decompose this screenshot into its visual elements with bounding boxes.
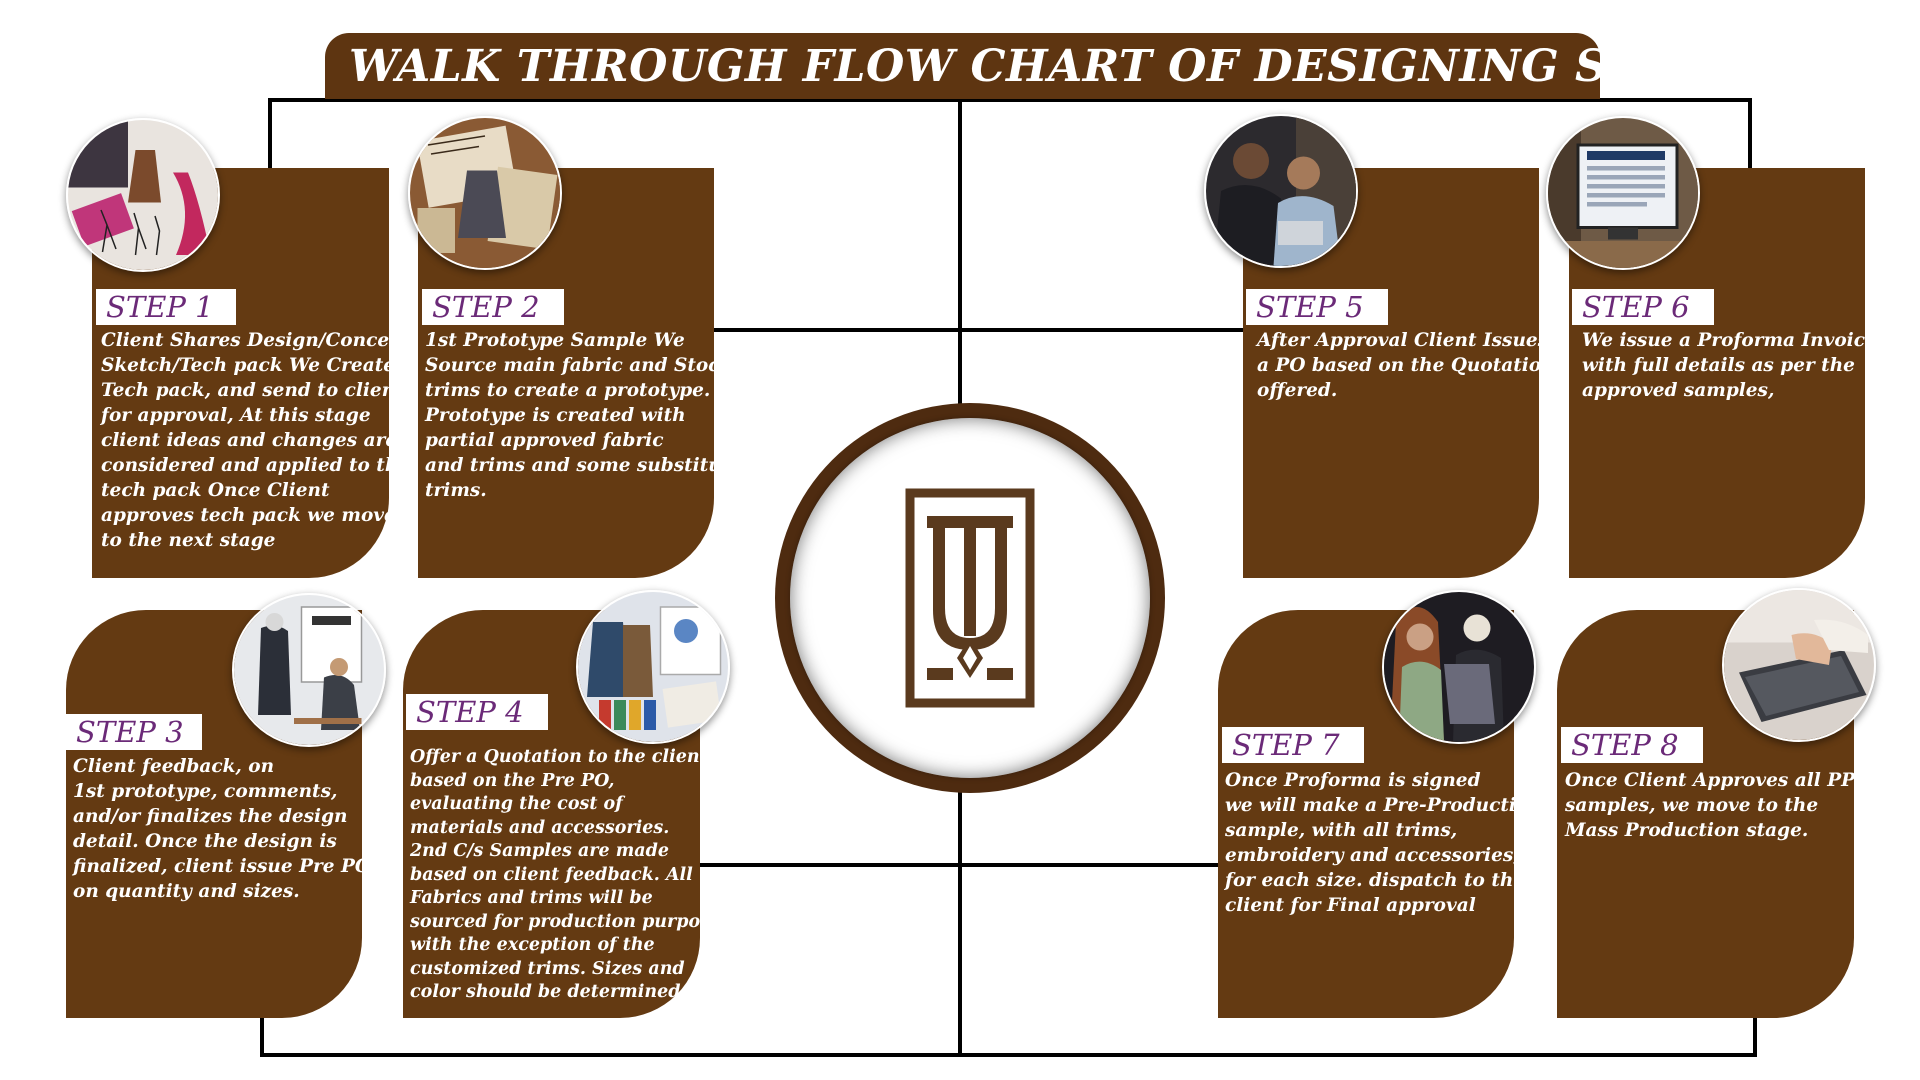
step-1-label: STEP 1 (96, 289, 236, 325)
step-5-description: After Approval Client Issues a PO based on the Quotation offered. (1257, 330, 1555, 401)
step-3-description: Client feedback, on 1st prototype, comments, and/or finalizes the design detail. Once the design is finalized, client issue Pre PO on quantity and sizes. (73, 756, 371, 902)
center-logo-disc (790, 418, 1150, 778)
step-1-description: Client Shares Design/Concept/ Sketch/Tech pack We Create a Tech pack, and send to client for approval, At this stage client ideas and changes are considered and applied to the tech pack Once Client approves tech pack we move to the next stage (101, 330, 418, 551)
second-sample-illustration (576, 590, 730, 744)
step-8-description: Once Client Approves all PPS samples, we move to the Mass Production stage. (1565, 770, 1869, 841)
step-5-label: STEP 5 (1246, 289, 1388, 325)
fashion-sketch-illustration (66, 118, 220, 272)
step-4-label: STEP 4 (406, 694, 548, 730)
step-2-description: 1st Prototype Sample We Source main fabric and Stock trims to create a prototype. Prototype is created with partial approved fabric and trims and some substitute trims. (425, 330, 743, 501)
step-3-label: STEP 3 (66, 714, 202, 750)
proforma-invoice-illustration (1546, 116, 1700, 270)
step-7-label: STEP 7 (1222, 727, 1364, 763)
pre-po-design-review-illustration (232, 593, 386, 747)
center-logo-ring (775, 403, 1165, 793)
step-6-label: STEP 6 (1572, 289, 1714, 325)
client-meeting-photo (1204, 114, 1358, 268)
step-4-description: Offer a Quotation to the client based on the Pre PO, evaluating the cost of materials and accessories. 2nd C/s Samples are made based on client feedback. All Fabrics and trims will be sourced for production purpose, with the exception of the customized trims. Sizes and color should be determined (410, 747, 728, 1002)
step-2-label: STEP 2 (422, 289, 564, 325)
title-bar (325, 33, 1745, 99)
sample-fitting-photo (1382, 590, 1536, 744)
page-title: WALK THROUGH FLOW CHART OF DESIGNING STAGE (349, 40, 1745, 92)
step-8-label: STEP 8 (1561, 727, 1703, 763)
laptop-typing-photo (1722, 588, 1876, 742)
step-7-description: Once Proforma is signed we will make a Pre-Production sample, with all trims, embroidery and accessories, for each size. dispatch to the client for Final approval (1225, 770, 1542, 916)
prototype-garment-illustration (408, 116, 562, 270)
monogram-logo-icon (905, 488, 1035, 708)
step-6-description: We issue a Proforma Invoice with full details as per the approved samples, (1582, 330, 1877, 401)
